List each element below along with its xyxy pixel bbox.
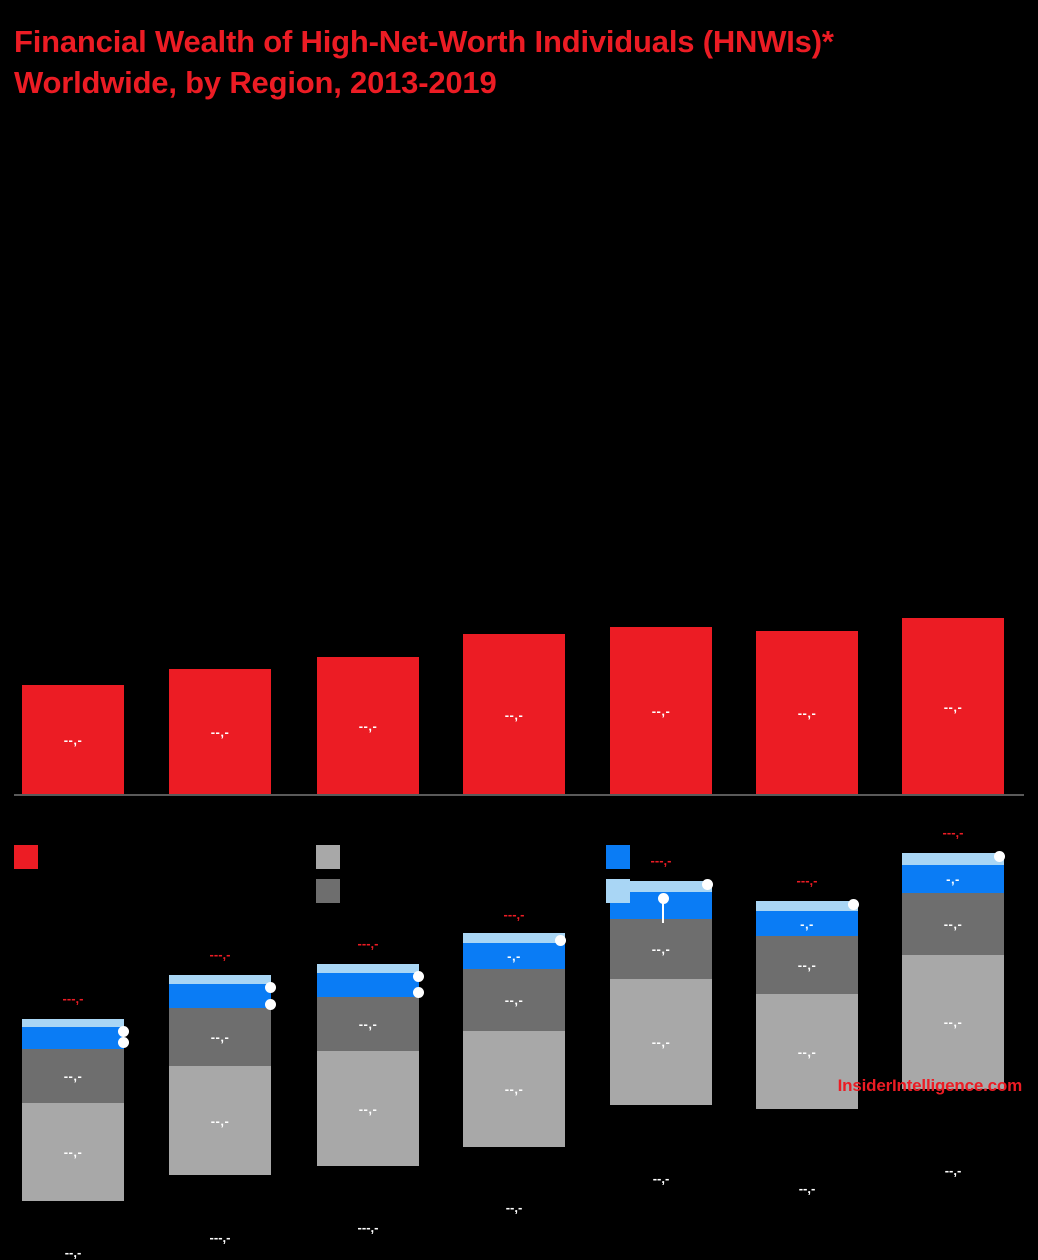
- segment-value-label: --,-: [210, 1113, 230, 1128]
- legend-item-north-america: [316, 845, 350, 869]
- callout-dot-middle-east-africa: [555, 935, 566, 946]
- callout-dot-latin-america: [265, 982, 276, 993]
- segment-north-america: [169, 1066, 271, 1175]
- legend-item-latin-america: [606, 845, 640, 869]
- stacked-column: [22, 1019, 124, 1201]
- segment-value-label: --,-: [943, 1014, 963, 1030]
- segment-value-label: --,-: [797, 1044, 817, 1059]
- red-total-label: --,-: [944, 1163, 962, 1178]
- callout-dot-middle-east-africa: [413, 987, 424, 998]
- red-total-label: --,-: [652, 1171, 670, 1186]
- legend-item-europe: [316, 879, 350, 903]
- segment-north-america: [610, 979, 712, 1105]
- segment-value-label: --,-: [504, 1081, 524, 1097]
- stack-total-label: ---,-: [942, 825, 964, 840]
- segment-value-label: --,-: [63, 1068, 83, 1084]
- segment-value-label: --,-: [63, 732, 83, 748]
- x-axis-line: [14, 794, 1024, 796]
- segment-europe: [22, 1049, 124, 1103]
- segment-latin-america: [169, 984, 271, 1008]
- segment-value-label: -,-: [946, 871, 960, 887]
- legend-swatch-dark-gray-icon: [316, 879, 340, 903]
- stack-total-label: ---,-: [62, 991, 84, 1006]
- segment-north-america: [463, 1031, 565, 1147]
- page-title: Financial Wealth of High-Net-Worth Individuals (HNWIs)* Worldwide, by Region, 2013-2019: [14, 24, 834, 100]
- segment-value-label: --,-: [63, 1144, 83, 1160]
- segment-europe: [317, 997, 419, 1051]
- callout-dot-middle-east-africa: [118, 1037, 129, 1048]
- segment-middle-east-africa: [22, 1019, 124, 1027]
- segment-value-label: --,-: [210, 724, 230, 740]
- callout-dot-latin-america: [413, 971, 424, 982]
- segment-north-america: [317, 1051, 419, 1166]
- segment-value-label: --,-: [651, 703, 671, 719]
- legend-swatch-red-icon: [14, 845, 38, 869]
- stacked-column: [317, 964, 419, 1166]
- bar-asia-pacific: [169, 669, 271, 795]
- segment-latin-america: [22, 1027, 124, 1049]
- segment-value-label: --,-: [504, 992, 524, 1008]
- segment-value-label: --,-: [943, 916, 963, 932]
- red-total-label: --,-: [505, 1200, 523, 1215]
- legend-column-2: [316, 845, 350, 913]
- segment-value-label: --,-: [651, 941, 671, 957]
- segment-value-label: -,-: [800, 916, 814, 931]
- stack-total-label: ---,-: [650, 853, 672, 868]
- bar-asia-pacific: [610, 627, 712, 795]
- segment-europe: [169, 1008, 271, 1066]
- bar-asia-pacific: [22, 685, 124, 795]
- segment-north-america: [22, 1103, 124, 1201]
- stacked-column: [463, 933, 565, 1147]
- segment-value-label: --,-: [210, 1029, 230, 1045]
- legend-swatch-light-blue-icon: [606, 879, 630, 903]
- stack-total-label: ---,-: [209, 947, 231, 962]
- brand-watermark: InsiderIntelligence.com: [837, 1076, 1022, 1095]
- red-total-label: --,-: [64, 1245, 82, 1260]
- stack-total-label: ---,-: [503, 907, 525, 922]
- segment-north-america: [902, 955, 1004, 1089]
- red-total-label: ---,-: [357, 1220, 379, 1235]
- stacked-column: [169, 975, 271, 1175]
- legend-item-asia-pacific: [14, 845, 48, 869]
- legend-swatch-light-gray-icon: [316, 845, 340, 869]
- segment-middle-east-africa: [169, 975, 271, 984]
- bar-asia-pacific: [317, 657, 419, 795]
- callout-dot-middle-east-africa: [265, 999, 276, 1010]
- bar-asia-pacific: [756, 631, 858, 795]
- legend-column-3: [606, 845, 640, 913]
- callout-dot-latin-america: [118, 1026, 129, 1037]
- stack-total-label: ---,-: [796, 873, 818, 888]
- legend-swatch-blue-icon: [606, 845, 630, 869]
- chart-legend: [14, 845, 1024, 935]
- segment-value-label: --,-: [358, 1016, 378, 1032]
- legend-item-middle-east-africa: [606, 879, 640, 903]
- segment-value-label: --,-: [797, 957, 817, 973]
- stack-total-label: ---,-: [357, 936, 379, 951]
- segment-europe: [463, 969, 565, 1031]
- segment-europe: [756, 936, 858, 994]
- legend-column-1: [14, 845, 48, 879]
- segment-latin-america: [463, 943, 565, 969]
- bar-asia-pacific: [463, 634, 565, 795]
- red-total-label: ---,-: [209, 1230, 231, 1245]
- segment-value-label: --,-: [651, 1034, 671, 1050]
- segment-value-label: -,-: [507, 948, 521, 964]
- segment-value-label: --,-: [943, 699, 963, 714]
- bar-asia-pacific: [902, 618, 1004, 795]
- segment-value-label: --,-: [358, 1101, 378, 1116]
- segment-middle-east-africa: [317, 964, 419, 973]
- red-total-label: --,-: [798, 1181, 816, 1196]
- segment-value-label: --,-: [797, 705, 817, 721]
- segment-value-label: --,-: [358, 718, 378, 734]
- segment-latin-america: [317, 973, 419, 997]
- segment-value-label: --,-: [504, 707, 524, 722]
